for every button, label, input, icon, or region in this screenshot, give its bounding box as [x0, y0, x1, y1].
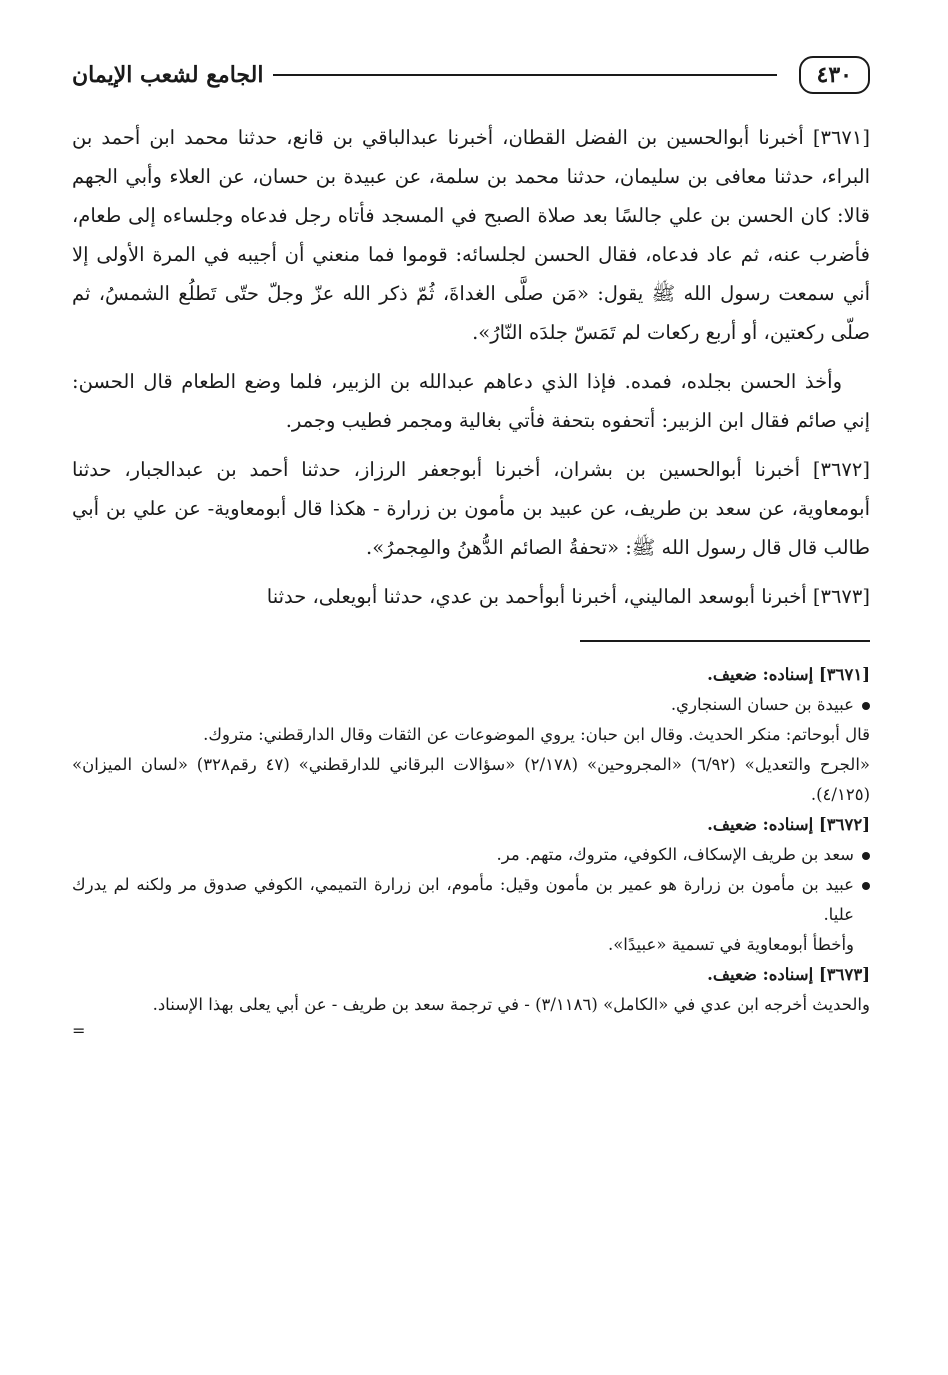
footnote-3673-grade: [٣٦٧٣] إسناده: ضعيف.: [707, 965, 870, 984]
footnote-text: قال أبوحاتم: منكر الحديث. وقال ابن حبان: يروي الموضوعات عن الثقات وقال الدارقطني: متروك.: [203, 725, 870, 744]
header-rule: [273, 74, 776, 76]
page-number: ٤٣٠: [799, 56, 870, 94]
footnote-narrator-item: سعد بن طريف الإسكاف، الكوفي، متروك، متهم. مر.: [72, 840, 870, 870]
footnote-3672-grade: [٣٦٧٢] إسناده: ضعيف.: [707, 815, 870, 834]
footnote-3671-grade: [٣٦٧١] إسناده: ضعيف.: [707, 665, 870, 684]
footnote-divider-wrap: [72, 626, 870, 660]
continuation-mark: =: [72, 1021, 86, 1040]
footnotes: [72, 660, 870, 1042]
footnote-references: «الجرح والتعديل» (٦/٩٢) «المجروحين» (٢/١٧٨) «سؤالات البرقاني للدارقطني» (٤٧ رقم٣٢٨) «لسان الميزان» (٤/١٢٥).: [72, 755, 870, 804]
footnote-text: والحديث أخرجه ابن عدي في «الكامل» (٣/١١٨٦) - في ترجمة سعد بن طريف - عن أبي يعلى بهذا الإسناد.: [152, 995, 870, 1014]
running-title: الجامع لشعب الإيمان: [72, 62, 264, 88]
footnote-divider: [580, 640, 870, 642]
hadith-3671: [٣٦٧١] أخبرنا أبوالحسين بن الفضل القطان، أخبرنا عبدالباقي بن قانع، حدثنا محمد ابن أحمد بن البراء، حدثنا معافى بن سليمان، حدثنا محمد بن سلمة، عن عبيدة بن حسان، عن العلاء وأبي الجهم قالا: كان الحسن بن علي جالسًا بعد صلاة الصبح في المسجد فأتاه رجل فدعاه وجلساءه إلى طعام، فأضرب عنه، ثم عاد فدعاه، فقال الحسن لجلسائه: قوموا فما منعني أن أجيبه في المرة الأولى إلا أني سمعت رسول الله ﷺ يقول: «مَن صلَّى الغداةَ، ثُمّ ذكر الله عزّ وجلّ حتّى تَطلُع الشمسُ، ثم صلّى ركعتين، أو أربع ركعات لم تَمَسّ جلدَه النّارُ».: [72, 126, 870, 344]
hadith-3673: [٣٦٧٣] أخبرنا أبوسعد الماليني، أخبرنا أبوأحمد بن عدي، حدثنا أبويعلى، حدثنا: [266, 585, 870, 608]
footnote-narrator-item: عبيد بن مأمون بن زرارة هو عمير بن مأمون وقيل: مأموم، ابن زرارة التميمي، الكوفي صدوق مر ولكنه لم يدرك عليا.: [72, 870, 870, 930]
hadith-3672: [٣٦٧٢] أخبرنا أبوالحسين بن بشران، أخبرنا أبوجعفر الرزاز، حدثنا أحمد بن عبدالجبار، حدثنا أبومعاوية، عن سعد بن طريف، عن عبيد بن مأمون بن زرارة - هكذا قال أبومعاوية- عن علي بن أبي طالب قال قال رسول الله ﷺ: «تحفةُ الصائم الدُّهنُ والمِجمرُ».: [72, 458, 870, 559]
footnote-text: وأخطأ أبومعاوية في تسمية «عبيدًا».: [607, 935, 854, 954]
page-header: [72, 40, 870, 110]
footnote-narrator-item: عبيدة بن حسان السنجاري.: [72, 690, 870, 720]
hadith-3671-continuation: وأخذ الحسن بجلده، فمده. فإذا الذي دعاهم عبدالله بن الزبير، فلما وضع الطعام قال الحسن: إني صائم فقال ابن الزبير: أتحفوه بتحفة فأتي بغالية ومجمر فطيب وجمر.: [72, 370, 870, 432]
book-page: [72, 40, 870, 1335]
main-text: [72, 118, 870, 616]
